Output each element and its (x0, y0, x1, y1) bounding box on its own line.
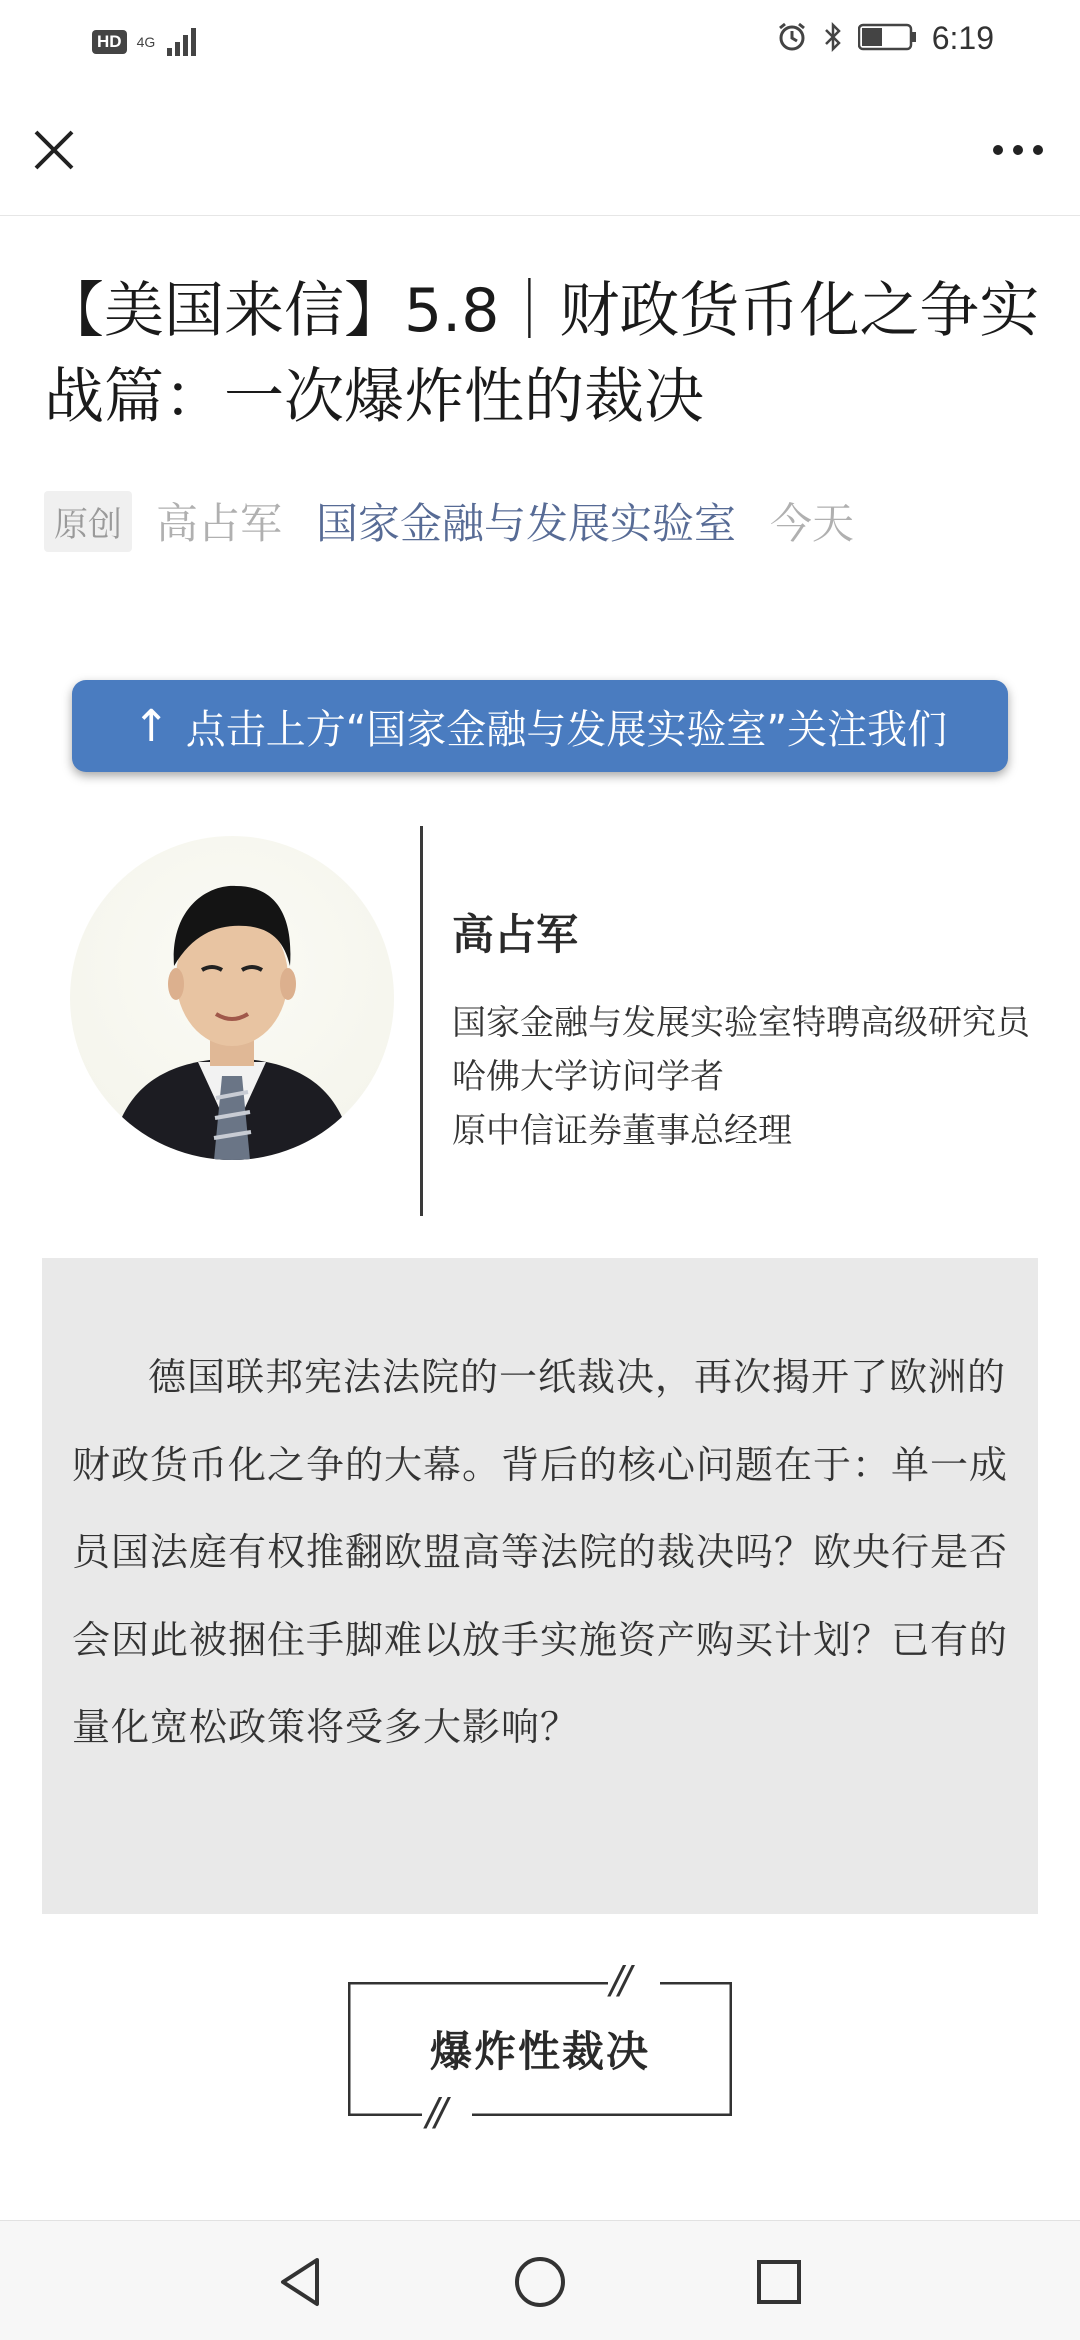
section-heading (348, 1958, 732, 2134)
hd-badge: HD (92, 30, 127, 54)
close-icon (32, 128, 76, 172)
author-name: 高占军 (452, 910, 579, 959)
account-link[interactable]: 国家金融与发展实验室 (316, 499, 737, 548)
section-marker-bottom: // (426, 2090, 444, 2134)
abstract-text: 德国联邦宪法法院的一纸裁决，再次揭开了欧洲的财政货币化之争的大幕。背后的核心问题在于：单一成员国法庭有权推翻欧盟高等法院的裁决吗？欧央行是否会因此被捆住手脚难以放手实施资产购买计划？已有的量化宽松政策将受多大影响？ (72, 1355, 1009, 1749)
section-marker-top: // (610, 1958, 628, 2002)
publish-date: 今天 (770, 499, 855, 548)
author-description (452, 996, 1032, 1158)
follow-banner[interactable] (72, 680, 1008, 772)
home-button[interactable] (505, 2247, 575, 2317)
alarm-icon (776, 21, 808, 57)
back-button[interactable] (266, 2247, 336, 2317)
network-indicator (137, 35, 156, 49)
status-bar (0, 0, 1080, 84)
bluetooth-icon (822, 21, 844, 57)
author-title-line: 国家金融与发展实验室特聘高级研究员 哈佛大学访问学者 原中信证券董事总经理 (452, 1003, 1030, 1151)
author-photo (70, 836, 394, 1160)
home-icon (512, 2254, 568, 2310)
clock: 6:19 (931, 20, 994, 56)
arrow-up-icon: ↑ (132, 700, 170, 752)
author-card (0, 826, 1080, 1216)
system-nav-bar (0, 2220, 1080, 2340)
battery-icon (858, 22, 918, 56)
author-divider (420, 826, 423, 1216)
more-button[interactable] (986, 122, 1050, 178)
section-title: 爆炸性裁决 (429, 2027, 650, 2076)
status-right (776, 20, 994, 57)
status-left (92, 24, 201, 60)
back-icon (273, 2254, 329, 2310)
signal-icon (165, 24, 201, 60)
meta-author: 高占军 (156, 499, 283, 548)
article-meta (44, 490, 854, 552)
original-tag: 原创 (44, 491, 132, 552)
recents-icon (751, 2254, 807, 2310)
follow-banner-text: 点击上方“国家金融与发展实验室”关注我们 (185, 706, 948, 753)
abstract-box (42, 1258, 1038, 1914)
top-nav-bar (0, 84, 1080, 216)
network-label: 4G (136, 34, 156, 50)
recents-button[interactable] (744, 2247, 814, 2317)
close-button[interactable] (26, 122, 82, 178)
more-icon (992, 144, 1044, 156)
article-title: 【美国来信】5.8｜财政货币化之争实战篇：一次爆炸性的裁决 (44, 276, 1040, 432)
